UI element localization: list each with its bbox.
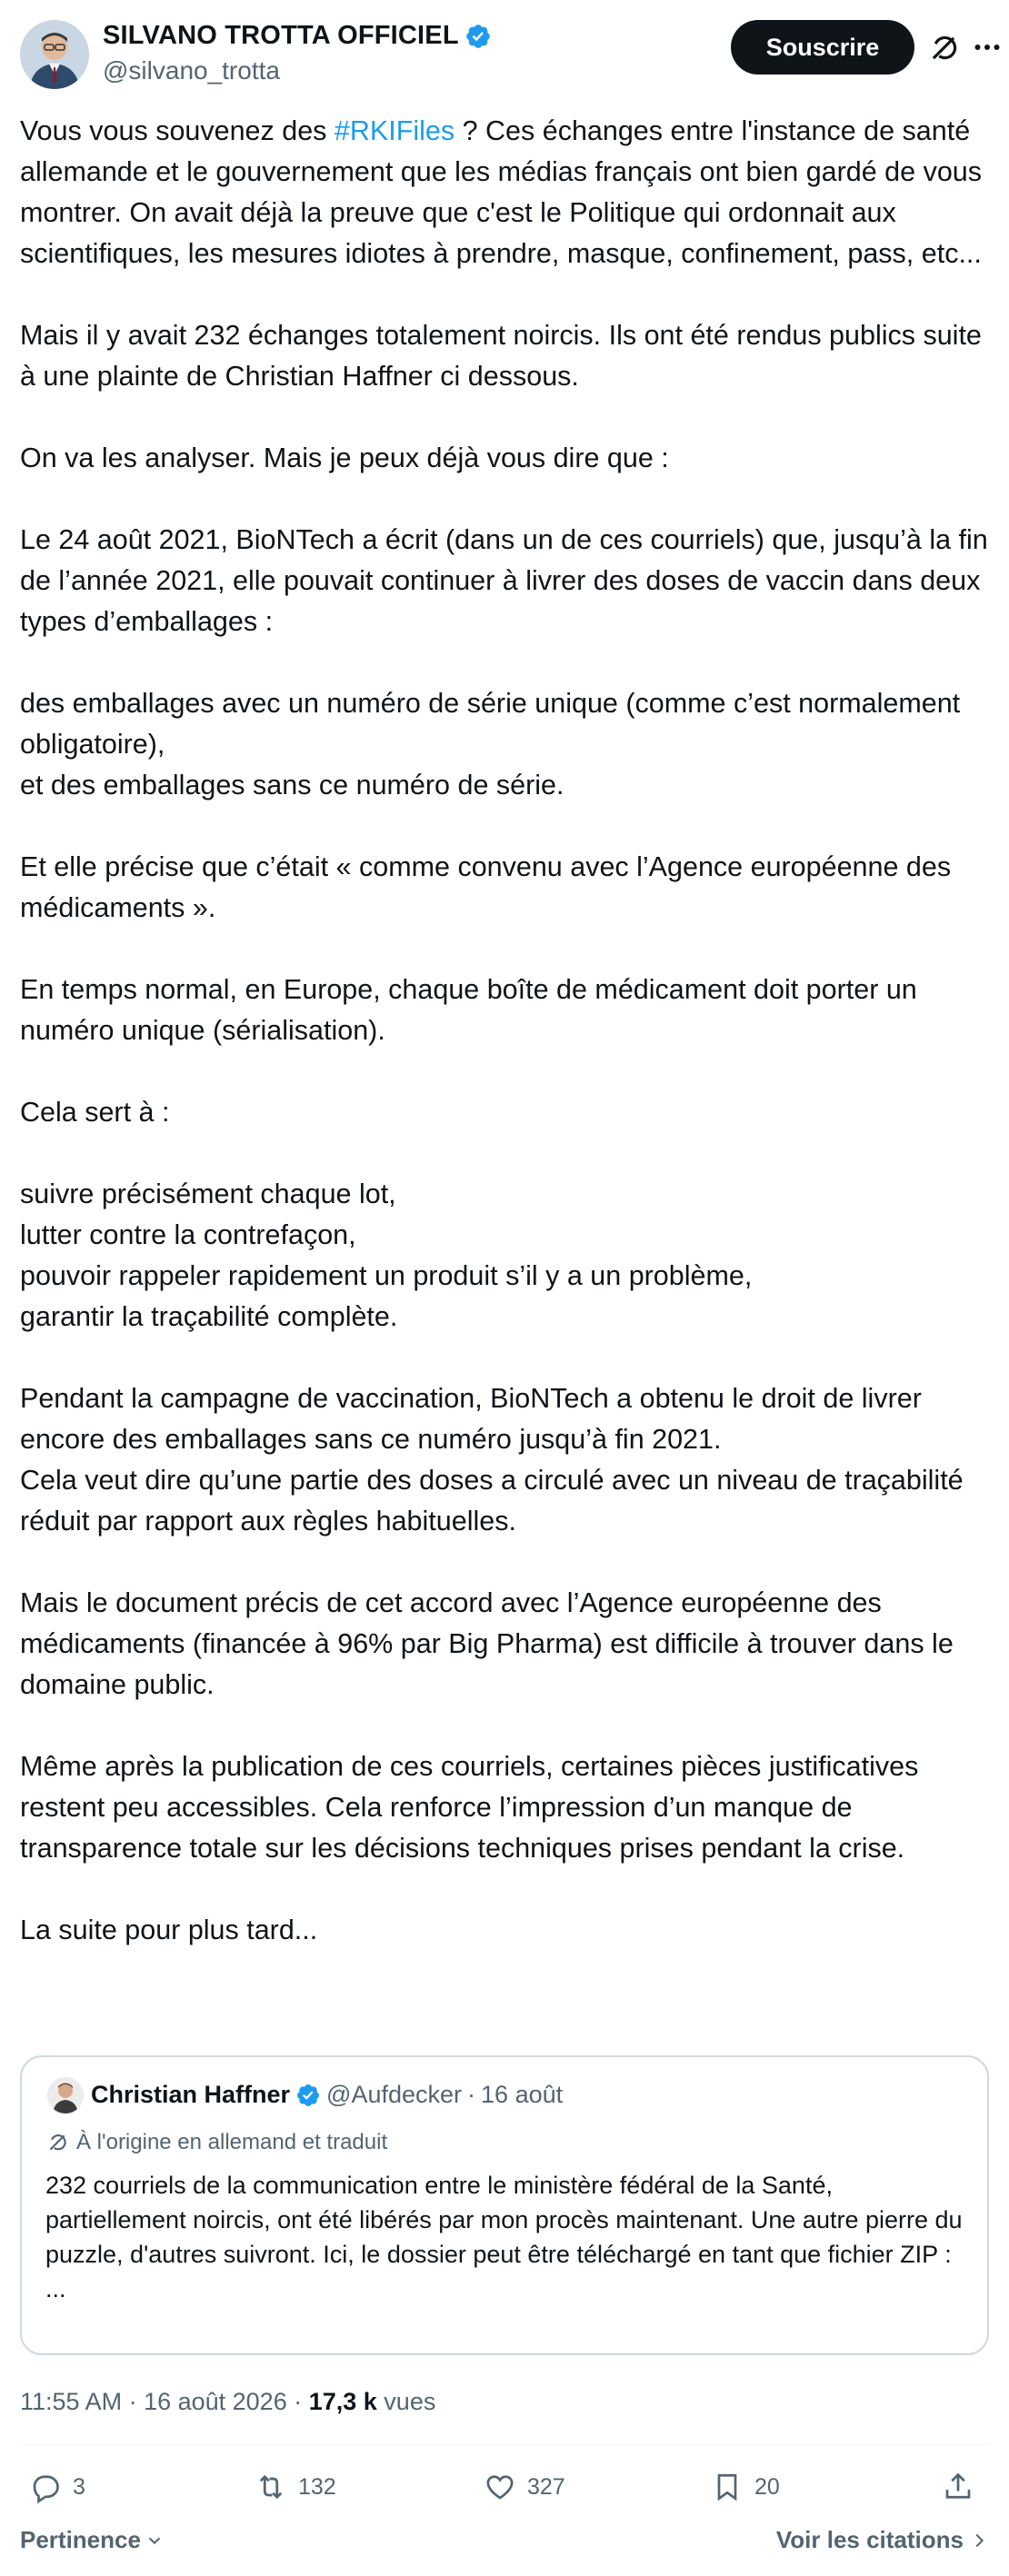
- quoted-date[interactable]: 16 août: [481, 2081, 564, 2108]
- author-name[interactable]: SILVANO TROTTA OFFICIEL: [103, 21, 459, 50]
- grok-translate-icon: [45, 2131, 69, 2154]
- sort-dropdown[interactable]: [20, 2526, 165, 2554]
- replies-footer: [20, 2526, 989, 2571]
- repost-count: 132: [298, 2473, 336, 2500]
- bookmark-button[interactable]: [711, 2464, 780, 2510]
- verified-badge-icon: [295, 2083, 321, 2108]
- share-button[interactable]: [942, 2464, 974, 2510]
- author-handle[interactable]: @silvano_trotta: [103, 56, 280, 85]
- chevron-down-icon: [145, 2531, 165, 2551]
- reply-icon: [29, 2471, 62, 2503]
- divider: [20, 2444, 989, 2445]
- like-button[interactable]: [484, 2464, 565, 2510]
- tweet-text-intro: Vous vous souvenez des: [20, 115, 335, 146]
- repost-button[interactable]: [255, 2464, 336, 2510]
- quoted-author-avatar[interactable]: [47, 2077, 84, 2114]
- quoted-tweet[interactable]: [20, 2055, 989, 2355]
- subscribe-button[interactable]: Souscrire: [731, 20, 914, 75]
- translation-label: À l'origine en allemand et traduit: [76, 2130, 388, 2154]
- author-info: [103, 21, 492, 85]
- tweet-timestamp[interactable]: 11:55 AM · 16 août 2026 ·: [20, 2388, 309, 2415]
- hashtag-link[interactable]: #RKIFiles: [334, 115, 455, 146]
- views-label: vues: [376, 2388, 436, 2415]
- quoted-header: [91, 2081, 563, 2109]
- quoted-meta-separator: ·: [467, 2081, 476, 2108]
- quoted-text: 232 courriels de la communication entre le ministère fédéral de la Santé, partiellement noircis, ont été libérés par mon procès maintenant. Une autre pierre du puzzle, d'autres suivront. Ici, le dossier peut être téléchargé en tant que fichier ZIP : ...: [45, 2172, 963, 2302]
- quoted-author-handle[interactable]: @Aufdecker: [326, 2081, 463, 2108]
- bookmark-icon: [711, 2471, 744, 2503]
- verified-badge-icon: [465, 23, 492, 50]
- chevron-right-icon: [969, 2531, 989, 2551]
- views-count: 17,3 k: [308, 2388, 377, 2415]
- view-quotes-label: Voir les citations: [775, 2526, 964, 2553]
- bookmark-count: 20: [754, 2473, 780, 2500]
- translation-notice: [45, 2130, 387, 2155]
- tweet-header: [20, 18, 989, 93]
- more-options-icon[interactable]: [971, 31, 1004, 64]
- author-name-link[interactable]: [103, 21, 492, 51]
- view-quotes-link[interactable]: [776, 2526, 989, 2554]
- quoted-author-name[interactable]: Christian Haffner: [91, 2081, 291, 2108]
- tweet-text-body: ? Ces échanges entre l'instance de santé allemande et le gouvernement que les médias français ont bien gardé de vous montrer. On avait déjà la preuve que c'est le Politique qui ordonnait aux scientifiques, les mesures idiotes à prendre, masque, confinement, pass, etc... Mais il y avait 232 échanges totalement noircis. Ils ont été rendus publics suite à une plainte de Christian Haffner ci dessous. On va les analyser. Mais je peux déjà vous dire que : Le 24 août 2021, BioNTech a écrit (dans un de ces courriels) que, jusqu’à la fin de l’année 2021, elle pouvait continuer à livrer des doses de vaccin dans deux types d’emballages : des emballages avec un numéro de série unique (comme c’est normalement obligatoire), et des emballages sans ce numéro de série. Et elle précise que c’était « comme convenu avec l’Agence européenne des médicaments ». En temps normal, en Europe, chaque boîte de médicament doit porter un numéro unique (sérialisation). Cela sert à : suivre précisément chaque lot, lutter contre la contrefaçon, pouvoir rappeler rapidement un produit s’il y a un problème, garantir la traçabilité complète. Pendant la campagne de vaccination, BioNTech a obtenu le droit de livrer encore des emballages sans ce numéro jusqu’à fin 2021. Cela veut dire qu’une partie des doses a circulé avec un niveau de traçabilité réduit par rapport aux règles habituelles. Mais le document précis de cet accord avec l’Agence européenne des médicaments (financée à 96% par Big Pharma) est difficile à trouver dans le domaine public. Même après la publication de ces courriels, certaines pièces justificatives restent peu accessibles. Cela renforce l’impression d’un manque de transparence totale sur les décisions techniques prises pendant la crise. La suite pour plus tard...: [20, 115, 988, 1945]
- repost-icon: [255, 2471, 287, 2503]
- share-icon: [942, 2471, 974, 2503]
- grok-icon[interactable]: [926, 31, 961, 65]
- reply-button[interactable]: [29, 2464, 85, 2510]
- reply-count: 3: [73, 2473, 85, 2500]
- like-count: 327: [527, 2473, 565, 2500]
- heart-icon: [484, 2471, 516, 2503]
- tweet-meta: [20, 2388, 435, 2416]
- action-bar: [20, 2464, 989, 2510]
- author-avatar[interactable]: [20, 20, 89, 89]
- tweet-text: [20, 111, 989, 1951]
- sort-label: Pertinence: [20, 2526, 141, 2553]
